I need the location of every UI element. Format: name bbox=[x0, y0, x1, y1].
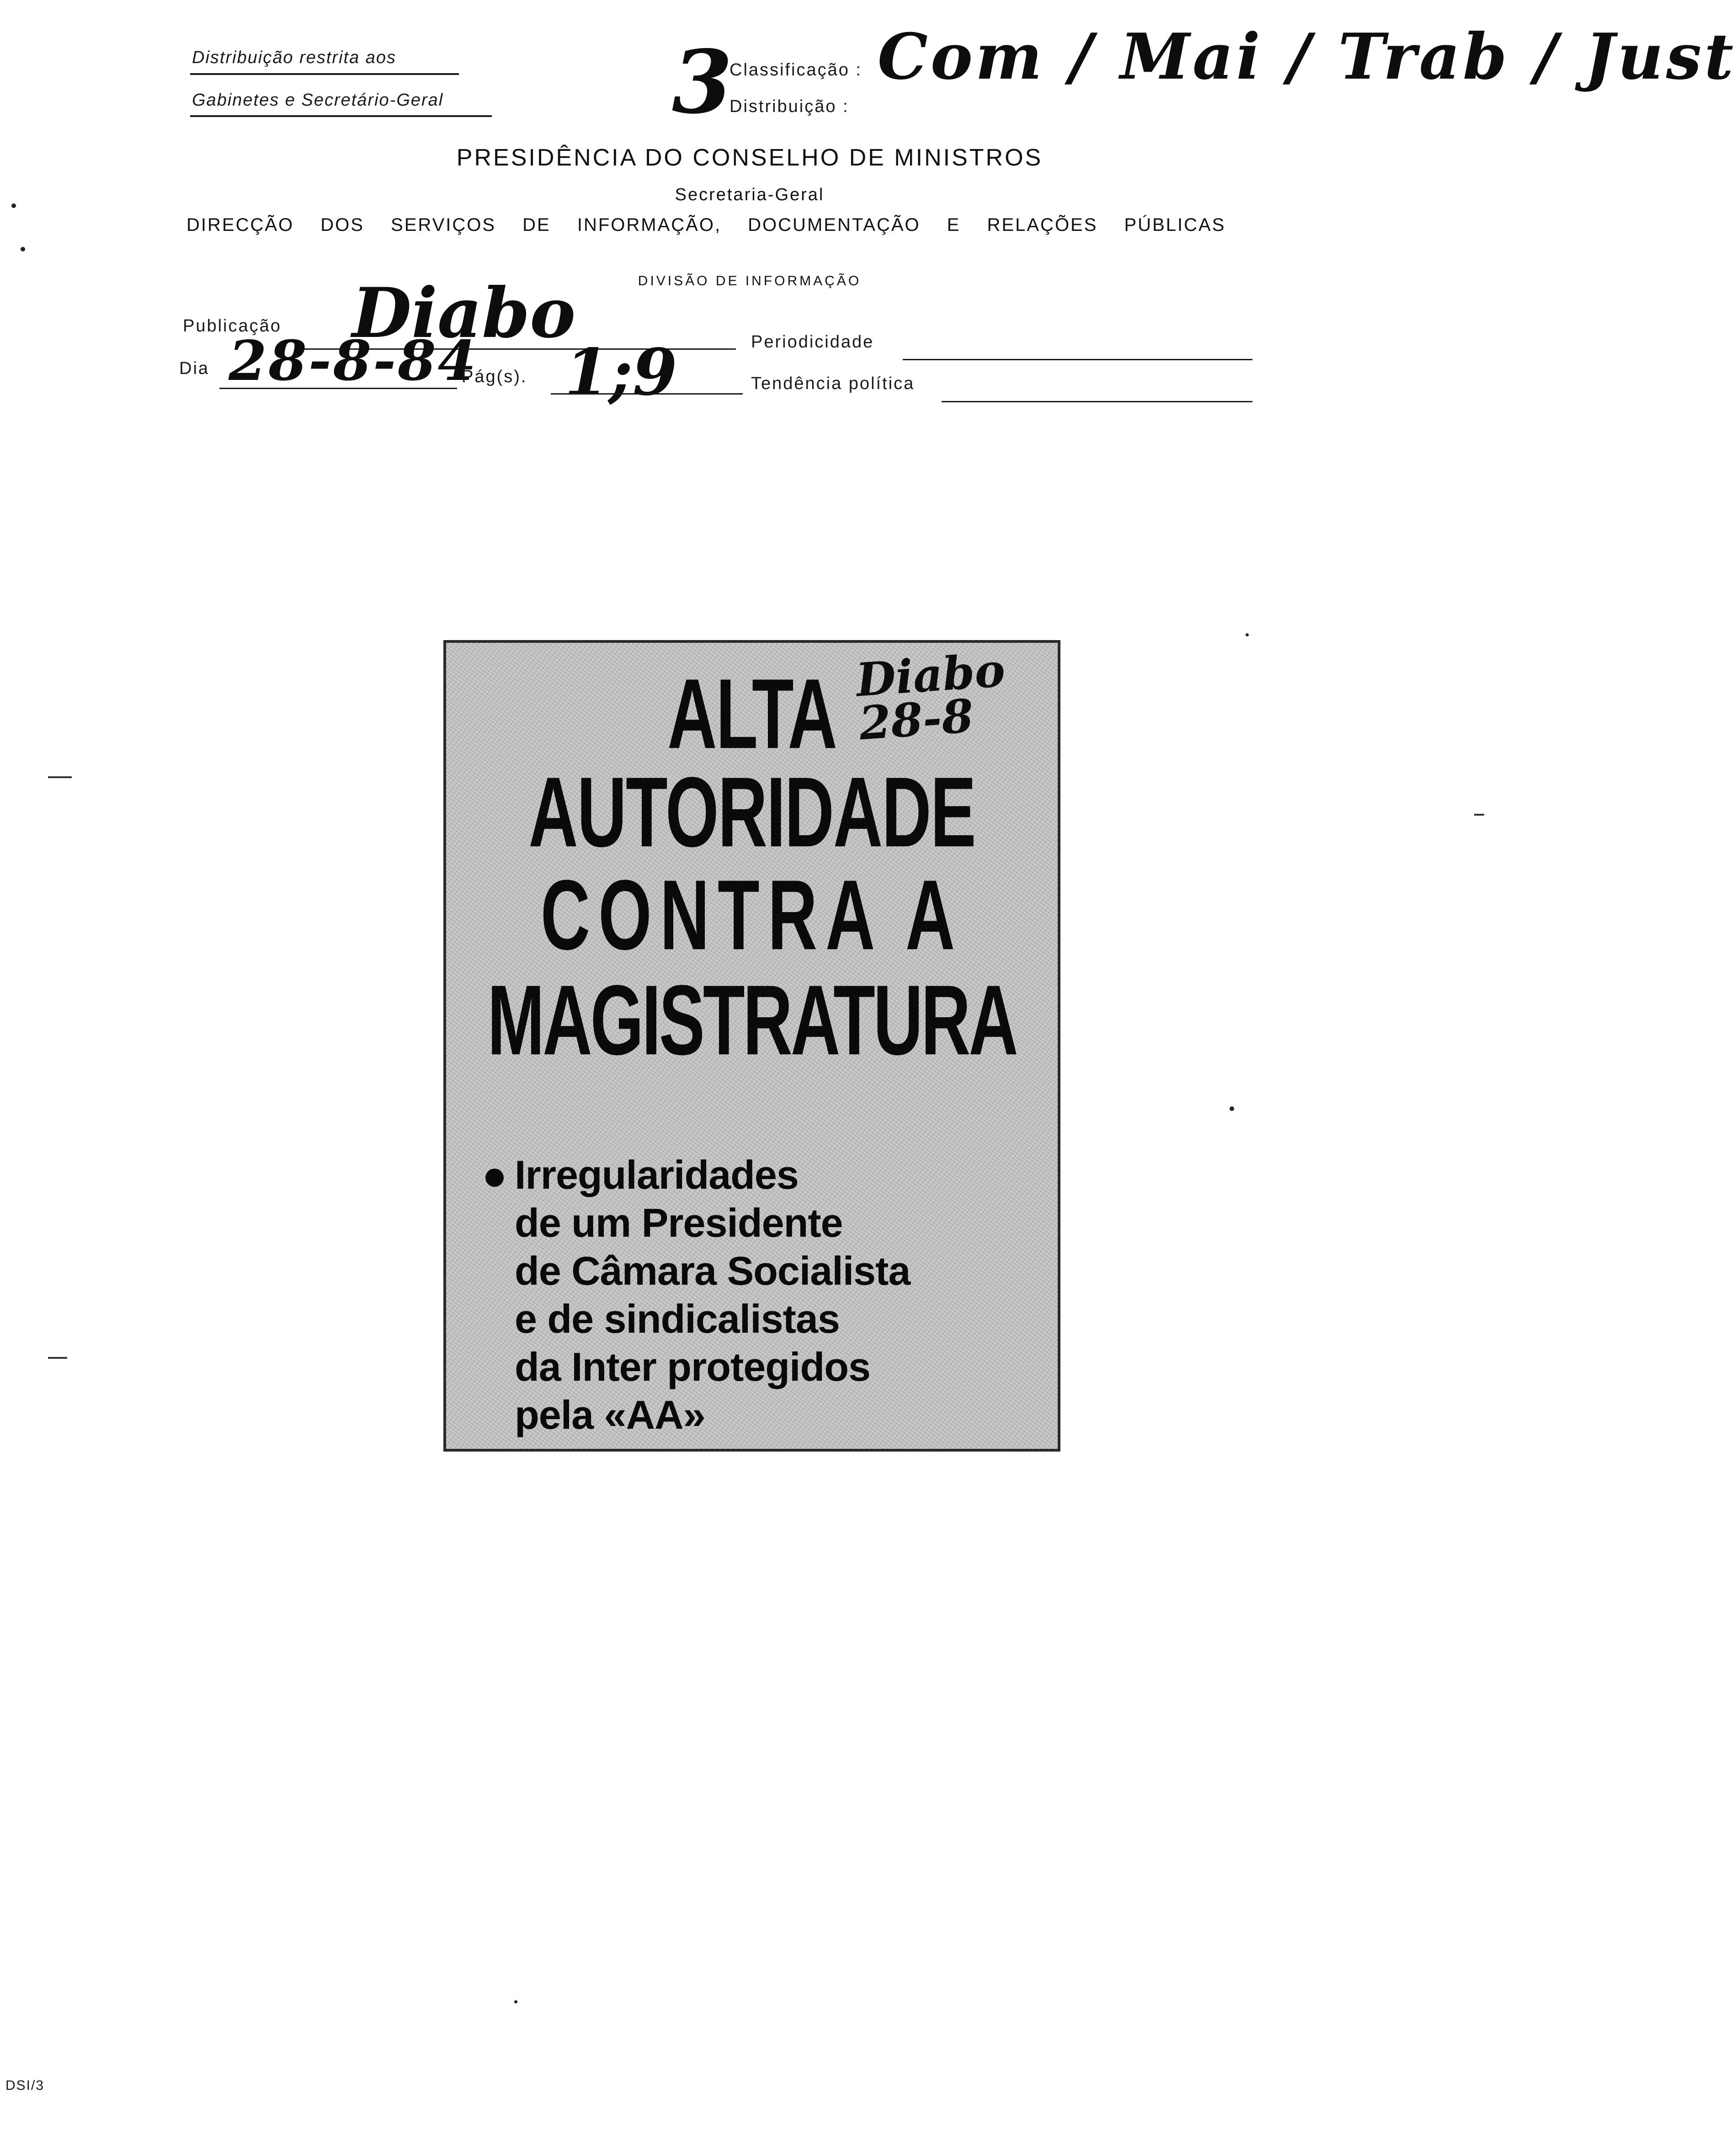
headline-autoridade: AUTORIDADE bbox=[528, 756, 975, 868]
tendency-label: Tendência política bbox=[751, 374, 915, 393]
pages-label: Pág(s). bbox=[462, 367, 527, 386]
scan-speck bbox=[21, 247, 25, 251]
periodicity-line bbox=[903, 359, 1252, 360]
periodicity-label: Periodicidade bbox=[751, 332, 874, 352]
margin-mark bbox=[48, 1357, 67, 1359]
directorate-heading: DIRECÇÃO DOS SERVIÇOS DE INFORMAÇÃO, DOCUMENTAÇÃO E RELAÇÕES PÚBLICAS bbox=[186, 215, 1226, 235]
subhead-line-1: Irregularidades bbox=[515, 1152, 799, 1197]
handwritten-copy-number: 3 bbox=[672, 31, 733, 133]
publication-label: Publicação bbox=[183, 316, 282, 336]
subhead-line-5: da Inter protegidos bbox=[515, 1344, 870, 1389]
headline-contra-a: CONTRA A bbox=[540, 859, 964, 971]
distribution-label: Distribuição : bbox=[730, 97, 849, 116]
pages-value: 1;9 bbox=[564, 335, 677, 410]
pages-line bbox=[551, 393, 743, 395]
restricted-distribution-line2: Gabinetes e Secretário-Geral bbox=[192, 91, 444, 110]
restricted-underline-2 bbox=[190, 115, 492, 117]
day-label: Dia bbox=[179, 359, 210, 378]
restricted-underline-1 bbox=[190, 73, 459, 75]
form-code: DSI/3 bbox=[5, 2078, 45, 2093]
classification-label: Classificação : bbox=[730, 60, 862, 80]
day-value: 28-8-84 bbox=[229, 329, 478, 393]
subhead-line-6: pela «AA» bbox=[515, 1392, 705, 1437]
scan-speck bbox=[1230, 1106, 1234, 1111]
margin-mark bbox=[48, 776, 72, 778]
margin-mark bbox=[1474, 814, 1484, 816]
clipping-handwritten-note: Diabo 28-8 bbox=[854, 643, 1007, 751]
division-heading: DIVISÃO DE INFORMAÇÃO bbox=[638, 273, 862, 288]
subhead-line-3: de Câmara Socialista bbox=[515, 1248, 911, 1293]
secretariat-heading: Secretaria-Geral bbox=[675, 185, 825, 204]
headline-alta: ALTA bbox=[667, 657, 836, 769]
subhead-line-4: e de sindicalistas bbox=[515, 1296, 840, 1341]
scan-speck bbox=[514, 2000, 517, 2003]
headline-magistratura: MAGISTRATURA bbox=[487, 964, 1017, 1076]
handwritten-classification: Com / Mai / Trab / Just bbox=[878, 19, 1736, 94]
restricted-distribution-line1: Distribuição restrita aos bbox=[192, 48, 397, 67]
scan-speck bbox=[1246, 633, 1249, 636]
scan-speck bbox=[11, 203, 16, 208]
publication-value: Diabo bbox=[352, 273, 576, 353]
subhead-bullet bbox=[485, 1169, 504, 1187]
tendency-line bbox=[942, 401, 1252, 402]
subhead-line-2: de um Presidente bbox=[515, 1200, 843, 1245]
day-line bbox=[219, 388, 457, 389]
presidency-heading: PRESIDÊNCIA DO CONSELHO DE MINISTROS bbox=[456, 144, 1043, 171]
newspaper-clipping bbox=[443, 640, 1060, 1452]
